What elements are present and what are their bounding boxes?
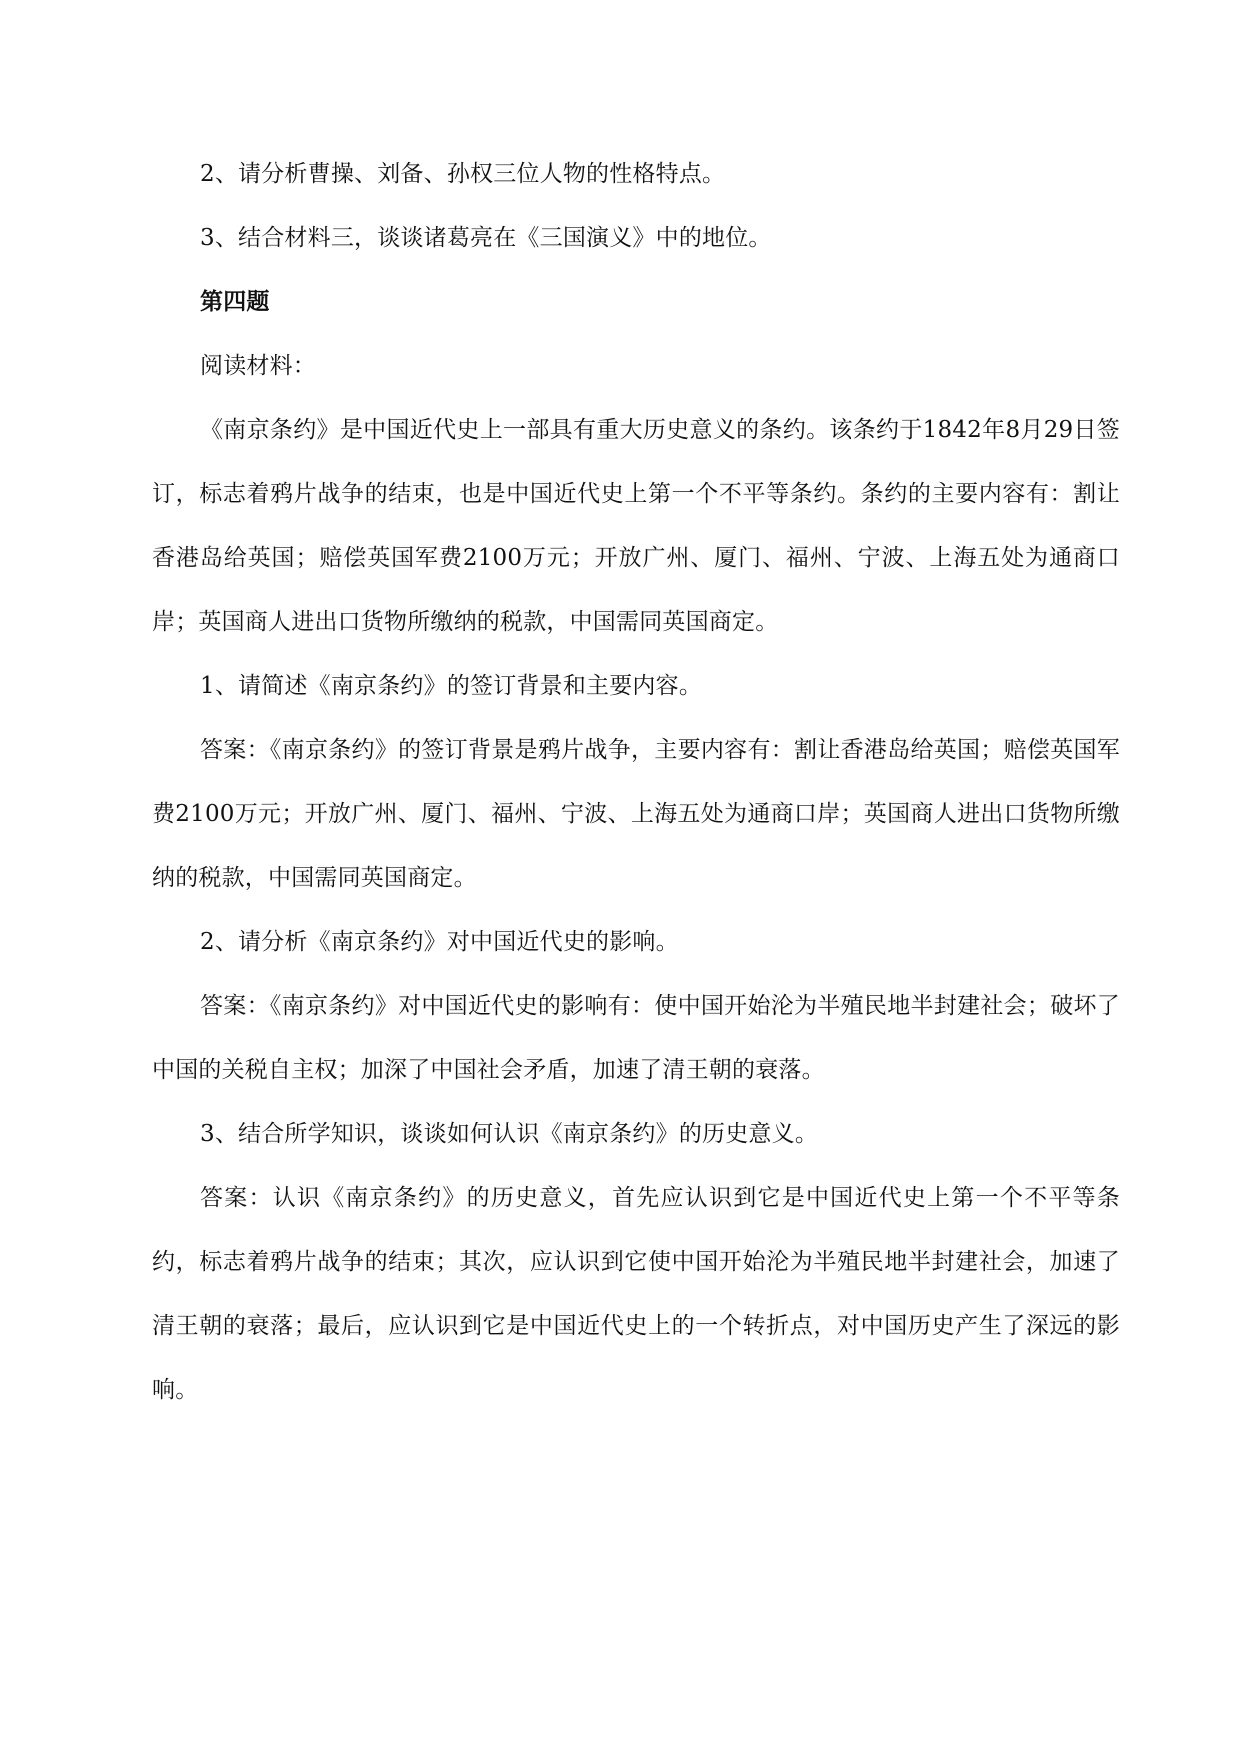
- answer-2: 答案：《南京条约》对中国近代史的影响有：使中国开始沦为半殖民地半封建社会；破坏了中国的关税自主权；加深了中国社会矛盾，加速了清王朝的衰落。: [152, 993, 1120, 1083]
- question-1: 1、请简述《南京条约》的签订背景和主要内容。: [200, 673, 703, 699]
- question-3: 3、结合所学知识，谈谈如何认识《南京条约》的历史意义。: [200, 1121, 819, 1147]
- reading-material-text: 《南京条约》是中国近代史上一部具有重大历史意义的条约。该条约于1842年8月29日签订，标志着鸦片战争的结束，也是中国近代史上第一个不平等条约。条约的主要内容有：割让香港岛给英国；赔偿英国军费2100万元；开放广州、厦门、福州、宁波、上海五处为通商口岸；英国商人进出口货物所缴纳的税款，中国需同英国商定。: [152, 417, 1120, 635]
- document-page: [152, 142, 1120, 1422]
- reading-material-label: 阅读材料：: [200, 353, 316, 379]
- section-heading: 第四题: [200, 288, 270, 315]
- question-2-sanguo: 2、请分析曹操、刘备、孙权三位人物的性格特点。: [200, 161, 726, 187]
- question-2: 2、请分析《南京条约》对中国近代史的影响。: [200, 929, 679, 955]
- question-3-sanguo: 3、结合材料三，谈谈诸葛亮在《三国演义》中的地位。: [200, 225, 772, 251]
- answer-3: 答案：认识《南京条约》的历史意义，首先应认识到它是中国近代史上第一个不平等条约，标志着鸦片战争的结束；其次，应认识到它使中国开始沦为半殖民地半封建社会，加速了清王朝的衰落；最后，应认识到它是中国近代史上的一个转折点，对中国历史产生了深远的影响。: [152, 1185, 1120, 1403]
- answer-1: 答案：《南京条约》的签订背景是鸦片战争，主要内容有：割让香港岛给英国；赔偿英国军费2100万元；开放广州、厦门、福州、宁波、上海五处为通商口岸；英国商人进出口货物所缴纳的税款，中国需同英国商定。: [152, 737, 1120, 891]
